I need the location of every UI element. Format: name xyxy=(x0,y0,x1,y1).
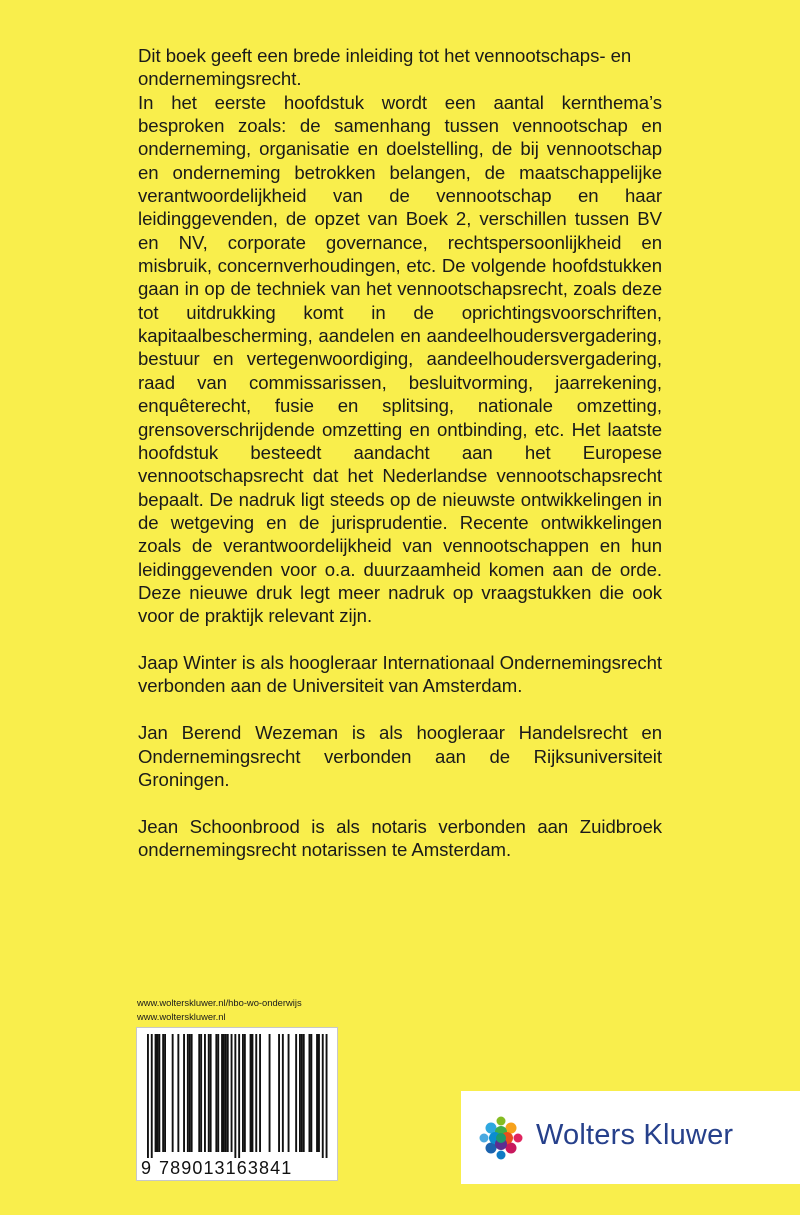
website-link-education[interactable]: www.wolterskluwer.nl/hbo-wo-onderwijs xyxy=(137,997,302,1008)
barcode-bar xyxy=(301,1034,303,1152)
back-cover-blurb xyxy=(138,44,662,862)
publisher-name: Wolters Kluwer xyxy=(536,1119,734,1151)
website-link-main[interactable]: www.wolterskluwer.nl xyxy=(137,1010,226,1022)
barcode-bar xyxy=(227,1034,229,1152)
isbn-barcode xyxy=(136,1027,338,1181)
barcode-bar xyxy=(189,1034,191,1152)
barcode-bar xyxy=(231,1034,233,1152)
barcode-bar xyxy=(221,1034,223,1152)
content-paragraph: In het eerste hoofdstuk wordt een aantal kernthema’s besproken zoals: de samenhang tussen vennootschap en onderneming, organisatie en doelstelling, de bij vennootschap en onderneming betrokken belangen, de maatschappelijke verantwoordelijkheid van de vennootschap en haar leidinggevenden, de opzet van Boek 2, verschillen tussen BV en NV, corporate governance, rechtspersoonlijkheid en misbruik, concernverhoudingen, etc. De volgende hoofdstukken gaan in op de techniek van het vennootschapsrecht, zoals deze tot uitdrukking komt in de oprichtingsvoorschriften, kapitaalbescherming, aandelen en aandeelhoudersvergadering, bestuur en vertegenwoordiging, aandeelhoudersvergadering, raad van commissarissen, besluitvorming, jaarrekening, enquêterecht, fusie en splitsing, nationale omzetting, grensoverschrijdende omzetting en ontbinding, etc. Het laatste hoofdstuk besteedt aandacht aan het Europese vennootschapsrecht dat het Nederlandse vennootschapsrecht bepaalt. De nadruk ligt steeds op de nieuwste ontwikkelingen in de wetgeving en de jurisprudentie. Recente ontwikkelingen zoals de verantwoordelijkheid van vennootschappen en hun leidinggevenden voor o.a. duurzaamheid komen aan de orde. Deze nieuwe druk legt meer nadruk op vraagstukken die ook voor de praktijk relevant zijn. xyxy=(138,91,662,627)
barcode-bar xyxy=(288,1034,290,1152)
barcode-bar xyxy=(177,1034,179,1152)
isbn-digits: 789013163841 xyxy=(159,1158,293,1178)
barcode-bar xyxy=(309,1034,311,1152)
barcode-bar xyxy=(244,1034,246,1152)
barcode-bar xyxy=(234,1034,236,1158)
barcode-bar xyxy=(322,1034,324,1158)
barcode-bar xyxy=(198,1034,200,1152)
barcode-bar xyxy=(250,1034,252,1152)
isbn-lead-digit: 9 xyxy=(141,1158,153,1178)
barcode-bar xyxy=(326,1034,328,1158)
website-links xyxy=(137,996,302,1023)
isbn-number xyxy=(137,1156,337,1180)
barcode-bar xyxy=(225,1034,227,1152)
barcode-bar xyxy=(242,1034,244,1152)
barcode-bar xyxy=(162,1034,164,1152)
barcode-bar xyxy=(157,1034,159,1152)
barcode-bar xyxy=(278,1034,280,1152)
barcode-bar xyxy=(252,1034,254,1152)
barcode-bar xyxy=(310,1034,312,1152)
barcode-bar xyxy=(299,1034,301,1152)
barcode-bar xyxy=(147,1034,149,1158)
barcode-bar xyxy=(318,1034,320,1152)
author-bio-schoonbrood: Jean Schoonbrood is als notaris verbonden aan Zuidbroek ondernemingsrecht notarissen te Amsterdam. xyxy=(138,815,662,861)
barcode-bar xyxy=(191,1034,193,1152)
barcode-bar xyxy=(316,1034,318,1152)
barcode-bar xyxy=(259,1034,261,1152)
barcode-bar xyxy=(295,1034,297,1152)
barcode-bars xyxy=(137,1028,337,1158)
barcode-bar xyxy=(200,1034,202,1152)
barcode-bar xyxy=(255,1034,257,1152)
barcode-bar xyxy=(155,1034,157,1152)
barcode-bar xyxy=(269,1034,271,1152)
barcode-bar xyxy=(208,1034,210,1152)
barcode-bar xyxy=(282,1034,284,1152)
barcode-bar xyxy=(215,1034,217,1152)
barcode-bar xyxy=(223,1034,225,1152)
barcode-bar xyxy=(210,1034,212,1152)
barcode-bar xyxy=(183,1034,185,1152)
barcode-bar xyxy=(158,1034,160,1152)
barcode-bar xyxy=(172,1034,174,1152)
author-bio-winter: Jaap Winter is als hoogleraar Internationaal Ondernemingsrecht verbonden aan de Universiteit van Amsterdam. xyxy=(138,652,663,697)
author-bio-wezeman: Jan Berend Wezeman is als hoogleraar Handelsrecht en Ondernemingsrecht verbonden aan de Rijksuniversiteit Groningen. xyxy=(138,722,662,790)
barcode-bar xyxy=(238,1034,240,1158)
intro-paragraph: Dit boek geeft een brede inleiding tot het vennootschaps- en ondernemingsrecht. xyxy=(138,45,632,90)
barcode-bar xyxy=(303,1034,305,1152)
barcode-bar xyxy=(187,1034,189,1152)
barcode-bar xyxy=(217,1034,219,1152)
barcode-bar xyxy=(151,1034,153,1158)
wolters-kluwer-mark-icon xyxy=(478,1115,524,1161)
barcode-bar xyxy=(204,1034,206,1152)
barcode-bar xyxy=(164,1034,166,1152)
publisher-logo xyxy=(461,1091,800,1184)
